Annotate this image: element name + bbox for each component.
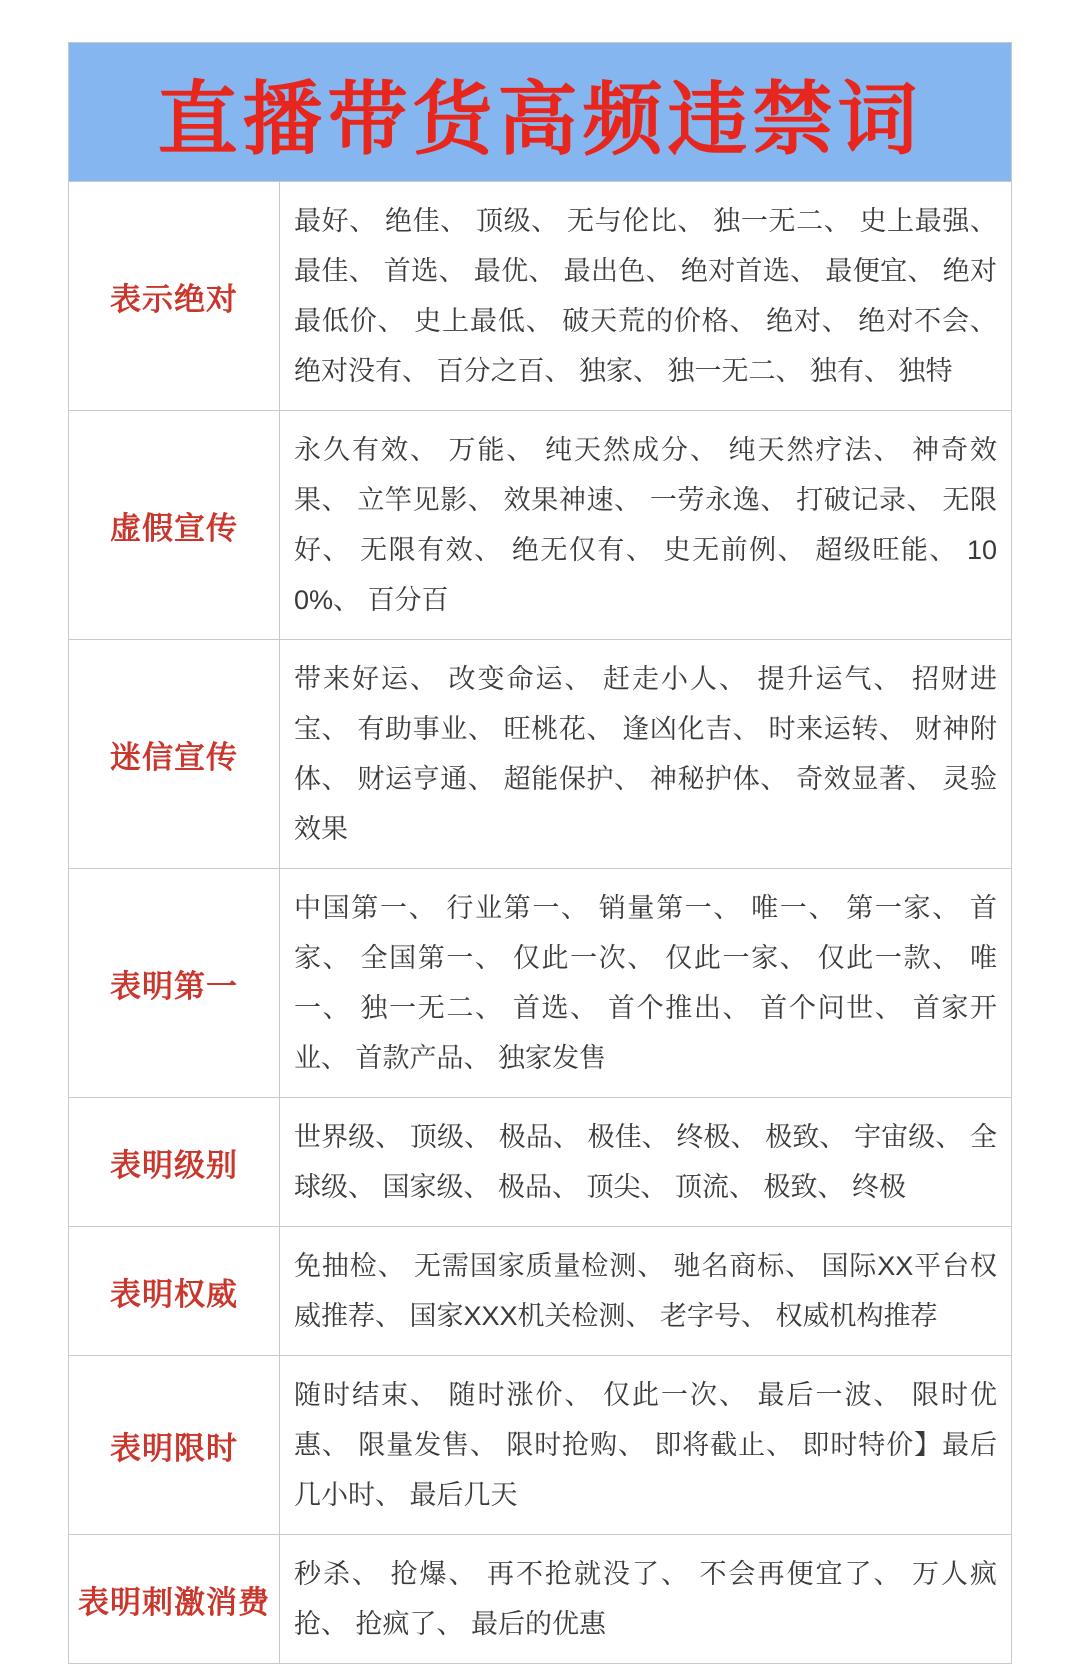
words-text: 秒杀、 抢爆、 再不抢就没了、 不会再便宜了、 万人疯抢、 抢疯了、 最后的优惠 xyxy=(294,1559,997,1639)
category-label: 表明刺激消费 xyxy=(78,1584,270,1620)
page-title: 直播带货高频违禁词 xyxy=(157,74,923,164)
category-label: 表明级别 xyxy=(110,1147,238,1183)
category-cell xyxy=(69,182,280,410)
table-row xyxy=(69,639,1011,868)
words-cell xyxy=(280,411,1011,639)
table-row xyxy=(69,410,1011,639)
words-text: 世界级、 顶级、 极品、 极佳、 终极、 极致、 宇宙级、 全球级、 国家级、 极品、 顶尖、 顶流、 极致、 终极 xyxy=(294,1122,997,1202)
words-cell xyxy=(280,1227,1011,1355)
category-cell xyxy=(69,1227,280,1355)
page xyxy=(68,42,1012,1664)
words-text: 最好、 绝佳、 顶级、 无与伦比、 独一无二、 史上最强、 最佳、 首选、 最优、 最出色、 绝对首选、 最便宜、 绝对最低价、 史上最低、 破天荒的价格、 绝对、 绝对不会、 绝对没有、 百分之百、 独家、 独一无二、 独有、 独特 xyxy=(294,206,997,386)
words-cell xyxy=(280,869,1011,1097)
category-label: 表明权威 xyxy=(110,1276,238,1312)
words-cell xyxy=(280,1535,1011,1663)
table-row xyxy=(69,868,1011,1097)
forbidden-words-table xyxy=(69,182,1011,1663)
category-label: 虚假宣传 xyxy=(110,510,238,546)
category-cell xyxy=(69,869,280,1097)
words-text: 免抽检、 无需国家质量检测、 驰名商标、 国际XX平台权威推荐、 国家XXX机关检测、 老字号、 权威机构推荐 xyxy=(294,1251,997,1331)
table-row xyxy=(69,1534,1011,1663)
category-label: 表示绝对 xyxy=(110,281,238,317)
table-row xyxy=(69,1226,1011,1355)
words-cell xyxy=(280,1356,1011,1534)
table-row xyxy=(69,182,1011,410)
words-text: 永久有效、 万能、 纯天然成分、 纯天然疗法、 神奇效果、 立竿见影、 效果神速、 一劳永逸、 打破记录、 无限好、 无限有效、 绝无仅有、 史无前例、 超级旺能、 100%、 百分百 xyxy=(294,435,997,615)
words-text: 中国第一、 行业第一、 销量第一、 唯一、 第一家、 首家、 全国第一、 仅此一次、 仅此一家、 仅此一款、 唯一、 独一无二、 首选、 首个推出、 首个问世、 首家开业、 首款产品、 独家发售 xyxy=(294,893,997,1073)
category-cell xyxy=(69,1098,280,1226)
table-row xyxy=(69,1355,1011,1534)
words-text: 随时结束、 随时涨价、 仅此一次、 最后一波、 限时优惠、 限量发售、 限时抢购、 即将截止、 即时特价】最后几小时、 最后几天 xyxy=(294,1380,997,1510)
words-text: 带来好运、 改变命运、 赶走小人、 提升运气、 招财进宝、 有助事业、 旺桃花、 逢凶化吉、 时来运转、 财神附体、 财运亨通、 超能保护、 神秘护体、 奇效显著、 灵验效果 xyxy=(294,664,997,844)
category-cell xyxy=(69,1356,280,1534)
category-cell xyxy=(69,640,280,868)
category-label: 表明限时 xyxy=(110,1430,238,1466)
words-cell xyxy=(280,182,1011,410)
category-label: 表明第一 xyxy=(110,968,238,1004)
words-cell xyxy=(280,1098,1011,1226)
table-row xyxy=(69,1097,1011,1226)
category-cell xyxy=(69,1535,280,1663)
header-banner xyxy=(69,43,1011,182)
category-label: 迷信宣传 xyxy=(110,739,238,775)
category-cell xyxy=(69,411,280,639)
words-cell xyxy=(280,640,1011,868)
